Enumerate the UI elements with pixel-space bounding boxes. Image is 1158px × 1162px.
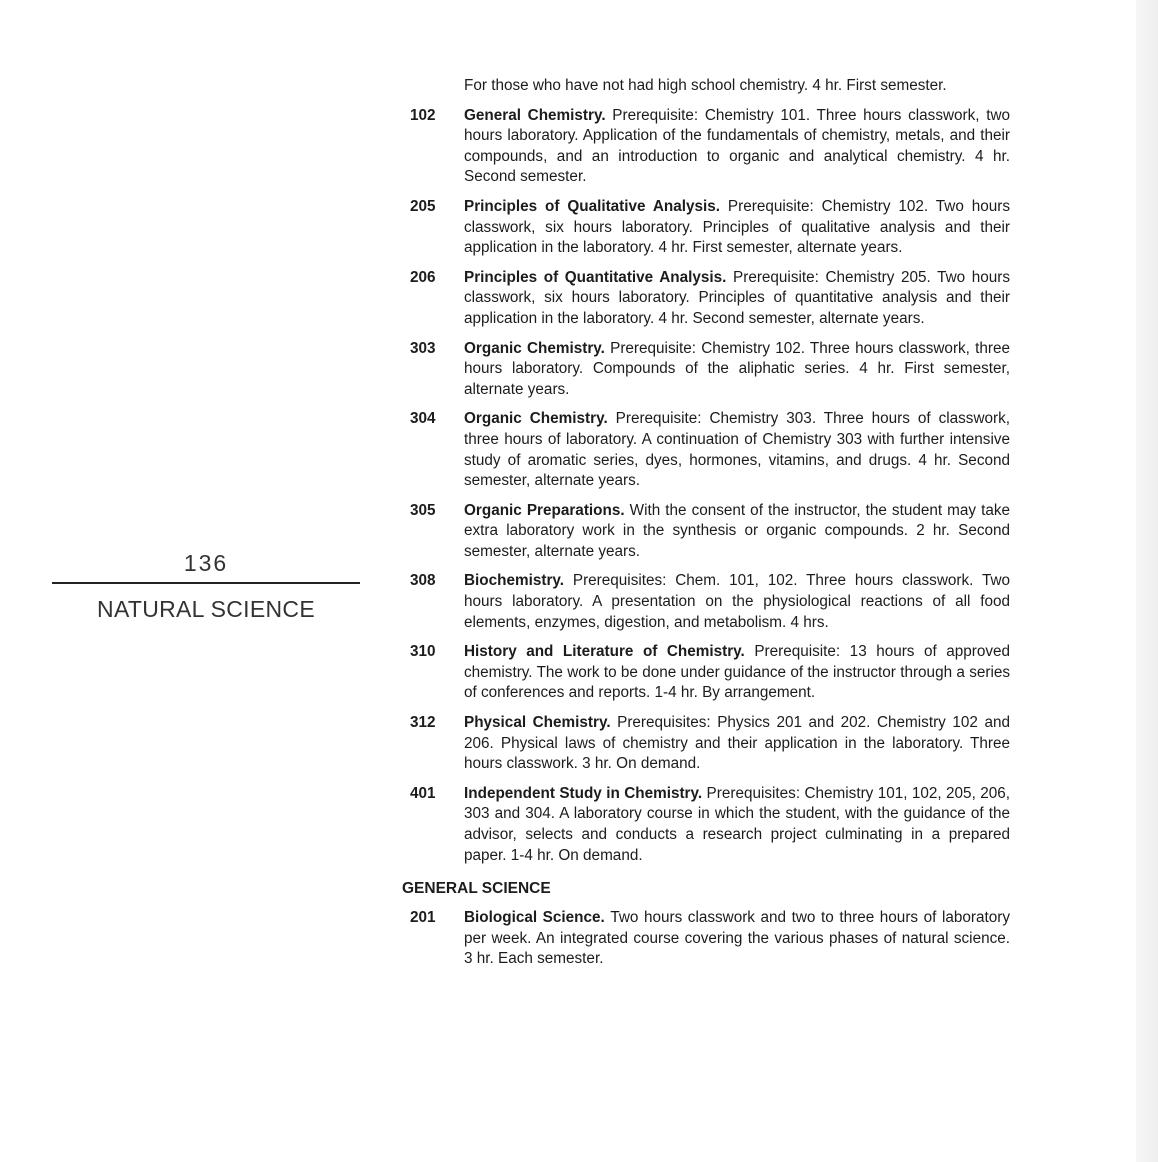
- course-description: Prerequisite: 13 hours of approved chemistry. The work to be done under guidance of the instructor through a series of conferences and reports. 1-4 hr. By arrangement.: [464, 643, 1010, 702]
- course-description: Prerequisites: Physics 201 and 202. Chemistry 102 and 206. Physical laws of chemistry and their application in the laboratory. Three hours classwork. 3 hr. On demand.: [464, 714, 1010, 773]
- course-entry-206: [400, 268, 1010, 330]
- course-title: Organic Chemistry.: [464, 410, 616, 428]
- course-entry-305: [400, 501, 1010, 563]
- page-edge-shadow: [1136, 0, 1158, 1162]
- course-title: General Chemistry.: [464, 106, 613, 124]
- intro-text: For those who have not had high school chemistry. 4 hr. First semester.: [464, 77, 947, 94]
- course-title: Organic Preparations.: [464, 501, 630, 519]
- sidebar-rule: [52, 582, 360, 584]
- course-number: 205: [410, 197, 436, 215]
- course-title: Principles of Quantitative Analysis.: [464, 268, 734, 286]
- course-number: 303: [410, 339, 436, 357]
- course-title: Biochemistry.: [464, 572, 573, 590]
- course-intro-continuation: [400, 76, 1010, 97]
- page-number: 136: [183, 550, 229, 576]
- course-entry-308: [400, 571, 1010, 633]
- course-description: Prerequisites: Chem. 101, 102. Three hours classwork. Two hours laboratory. A presentation on the physiological reactions of all food elements, enzymes, digestion, and metabolism. 4 hrs.: [464, 572, 1010, 631]
- course-number: 401: [410, 784, 436, 802]
- course-description: Prerequisite: Chemistry 102. Two hours classwork, six hours laboratory. Principles of qualitative analysis and their application in the laboratory. 4 hr. First semester, alternate years.: [464, 197, 1010, 257]
- course-number: 201: [410, 909, 436, 927]
- course-number: 308: [410, 572, 436, 590]
- general-science-heading: GENERAL SCIENCE: [402, 880, 551, 898]
- course-number: 312: [410, 714, 436, 732]
- course-entry-312: [400, 713, 1010, 775]
- section-title: NATURAL SCIENCE: [97, 596, 315, 622]
- course-listing: [400, 76, 1010, 979]
- course-description: Prerequisite: Chemistry 101. Three hours classwork, two hours laboratory. Application of the fundamentals of chemistry, metals, and their compounds, and an introduction to organic and analytical chemistry. 4 hr. Second semester.: [464, 106, 1010, 186]
- course-title: History and Literature of Chemistry.: [464, 643, 755, 661]
- course-number: 102: [410, 106, 436, 124]
- course-description: Two hours classwork and two to three hours of laboratory per week. An integrated course covering the various phases of natural science. 3 hr. Each semester.: [464, 909, 1010, 968]
- course-title: Physical Chemistry.: [464, 714, 618, 732]
- course-title: Principles of Qualitative Analysis.: [464, 197, 728, 215]
- page-sidebar: [52, 548, 360, 623]
- course-title: Biological Science.: [464, 909, 611, 927]
- course-description: With the consent of the instructor, the student may take extra laboratory work in the synthesis or organic compounds. 2 hr. Second semester, alternate years.: [464, 501, 1010, 560]
- course-entry-303: [400, 339, 1010, 401]
- course-entry-102: [400, 106, 1010, 188]
- course-number: 305: [410, 501, 436, 519]
- course-description: Prerequisite: Chemistry 205. Two hours classwork, six hours laboratory. Principles of quantitative analysis and their application in the laboratory. 4 hr. Second semester, alternate years.: [464, 268, 1010, 327]
- course-entry-304: [400, 409, 1010, 491]
- course-entry-310: [400, 642, 1010, 704]
- course-description: Prerequisite: Chemistry 303. Three hours of classwork, three hours of laboratory. A continuation of Chemistry 303 with further intensive study of aromatic series, dyes, hormones, vitamins, and drugs. 4 hr. Second semester, alternate years.: [464, 410, 1011, 490]
- course-number: 310: [410, 643, 436, 661]
- course-description: Prerequisites: Chemistry 101, 102, 205, 206, 303 and 304. A laboratory course in which the student, with the guidance of the advisor, selects and conducts a research project culminating in a prepared paper. 1-4 hr. On demand.: [464, 784, 1010, 864]
- course-entry-gs-201: [400, 908, 1010, 970]
- course-number: 206: [410, 268, 436, 286]
- course-description: Prerequisite: Chemistry 102. Three hours classwork, three hours laboratory. Compounds of the aliphatic series. 4 hr. First semester, alternate years.: [464, 339, 1010, 398]
- course-title: Independent Study in Chemistry.: [464, 784, 707, 802]
- course-title: Organic Chemistry.: [464, 339, 611, 357]
- course-number: 304: [410, 410, 436, 428]
- course-entry-205: [400, 197, 1010, 259]
- course-entry-401: [400, 784, 1010, 866]
